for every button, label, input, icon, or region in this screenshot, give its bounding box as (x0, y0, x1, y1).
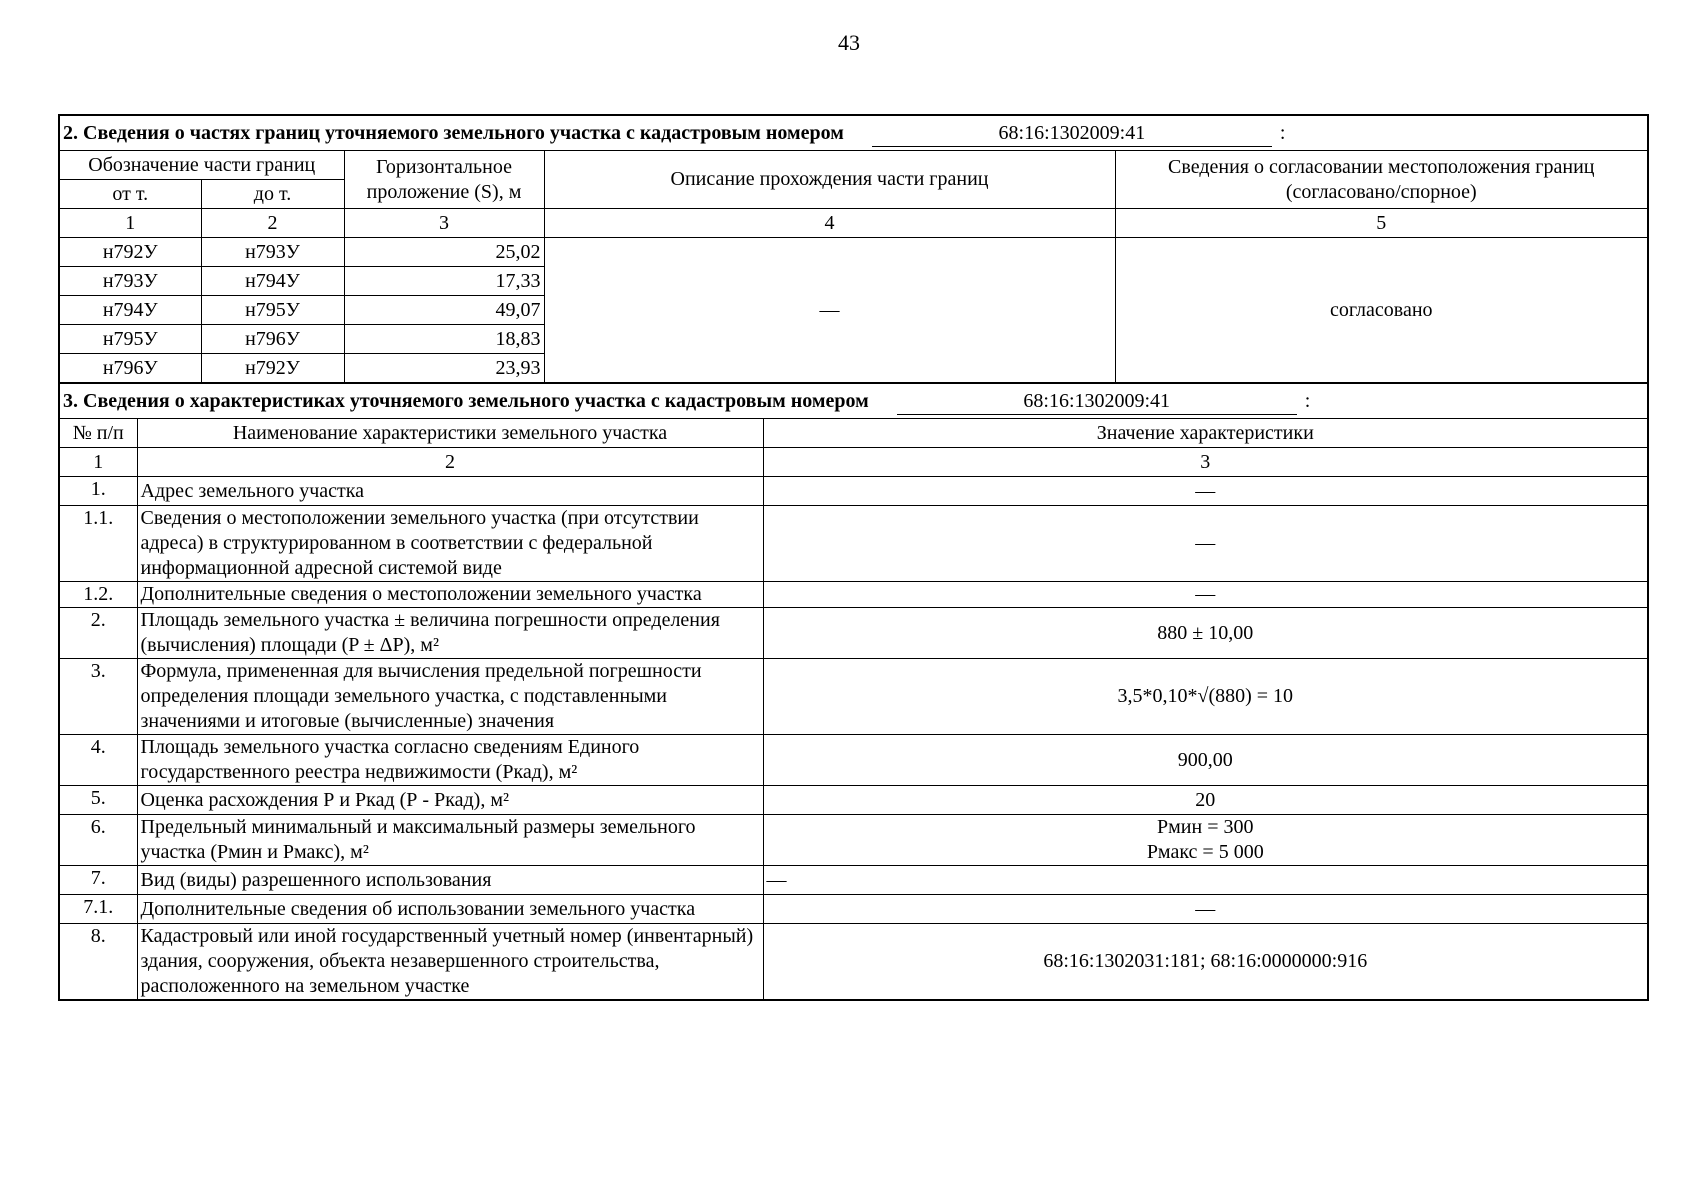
table-row (59, 477, 1648, 506)
characteristic-value: 880 ± 10,00 (763, 608, 1648, 659)
col-number: 4 (544, 209, 1115, 238)
row-number: 7.1. (59, 895, 137, 924)
characteristic-value: — (763, 895, 1648, 924)
point-from: н795У (59, 325, 201, 354)
table-row (59, 866, 1648, 895)
description-value: — (544, 238, 1115, 384)
section-2-colon: : (1279, 121, 1286, 144)
section-3-cadastral-number: 68:16:1302009:41 (897, 388, 1297, 415)
characteristic-value: — (763, 866, 1648, 895)
characteristic-name: Предельный минимальный и максимальный размеры земельного участка (Рмин и Рмакс), м² (137, 815, 763, 866)
table-row (59, 815, 1648, 866)
section-3-title-cell (59, 384, 1648, 419)
row-number: 7. (59, 866, 137, 895)
header-value: Значение характеристики (763, 419, 1648, 448)
characteristic-name: Сведения о местоположении земельного участка (при отсутствии адреса) в структурированном в соответствии с федеральной информационной адресной системой виде (137, 506, 763, 582)
point-to: н796У (201, 325, 344, 354)
point-from: н792У (59, 238, 201, 267)
header-description: Описание прохождения части границ (544, 151, 1115, 209)
characteristic-name: Оценка расхождения Р и Ркад (Р - Ркад), м² (137, 786, 763, 815)
section-2-table (58, 114, 1649, 384)
header-part-designation: Обозначение части границ (59, 151, 344, 180)
point-to: н793У (201, 238, 344, 267)
table-row (59, 506, 1648, 582)
point-from: н793У (59, 267, 201, 296)
characteristic-name: Кадастровый или иной государственный учетный номер (инвентарный) здания, сооружения, объекта незавершенного строительства, расположенного на земельном участке (137, 924, 763, 1001)
col-number: 3 (344, 209, 544, 238)
col-number: 2 (137, 448, 763, 477)
table-row (59, 582, 1648, 608)
document-sheet (58, 114, 1647, 1001)
characteristic-value: 3,5*0,10*√(880) = 10 (763, 659, 1648, 735)
horizontal-distance: 23,93 (344, 354, 544, 384)
table-row (59, 608, 1648, 659)
col-number: 5 (1115, 209, 1648, 238)
horizontal-distance: 25,02 (344, 238, 544, 267)
table-row (59, 735, 1648, 786)
header-agreement: Сведения о согласовании местоположения границ (согласовано/спорное) (1115, 151, 1648, 209)
table-row (59, 924, 1648, 1001)
point-from: н796У (59, 354, 201, 384)
row-number: 4. (59, 735, 137, 786)
section-2-title-cell (59, 115, 1648, 151)
characteristic-name: Дополнительные сведения о местоположении земельного участка (137, 582, 763, 608)
characteristic-name: Формула, примененная для вычисления предельной погрешности определения площади земельного участка, с подставленными значениями и итоговые (вычисленные) значения (137, 659, 763, 735)
header-name: Наименование характеристики земельного участка (137, 419, 763, 448)
section-2-title: 2. Сведения о частях границ уточняемого земельного участка с кадастровым номером (63, 121, 844, 144)
row-number: 1.1. (59, 506, 137, 582)
row-number: 2. (59, 608, 137, 659)
col-number: 2 (201, 209, 344, 238)
row-number: 3. (59, 659, 137, 735)
table-row (59, 659, 1648, 735)
characteristic-value (763, 815, 1648, 866)
characteristic-name: Площадь земельного участка согласно сведениям Единого государственного реестра недвижимости (Ркад), м² (137, 735, 763, 786)
point-to: н795У (201, 296, 344, 325)
characteristic-value: — (763, 582, 1648, 608)
max-size-value: Рмакс = 5 000 (1146, 841, 1264, 863)
point-from: н794У (59, 296, 201, 325)
agreement-value: согласовано (1115, 238, 1648, 384)
table-row (59, 895, 1648, 924)
section-3-title: 3. Сведения о характеристиках уточняемого земельного участка с кадастровым номером (63, 389, 869, 412)
point-to: н792У (201, 354, 344, 384)
characteristic-value: 68:16:1302031:181; 68:16:0000000:916 (763, 924, 1648, 1001)
point-to: н794У (201, 267, 344, 296)
header-num: № п/п (59, 419, 137, 448)
col-number: 3 (763, 448, 1648, 477)
row-number: 6. (59, 815, 137, 866)
characteristic-name: Вид (виды) разрешенного использования (137, 866, 763, 895)
characteristic-name: Адрес земельного участка (137, 477, 763, 506)
characteristic-name: Площадь земельного участка ± величина погрешности определения (вычисления) площади (P ± ΔP), м² (137, 608, 763, 659)
col-number: 1 (59, 448, 137, 477)
section-3-table (58, 384, 1649, 1001)
section-3-colon: : (1304, 389, 1311, 412)
characteristic-value: — (763, 477, 1648, 506)
page-number: 43 (838, 30, 860, 55)
horizontal-distance: 49,07 (344, 296, 544, 325)
table-row (59, 786, 1648, 815)
row-number: 1. (59, 477, 137, 506)
characteristic-value: 20 (763, 786, 1648, 815)
row-number: 1.2. (59, 582, 137, 608)
table-row (59, 238, 1648, 267)
header-horizontal: Горизонтальное проложение (S), м (344, 151, 544, 209)
header-from: от т. (59, 180, 201, 209)
horizontal-distance: 18,83 (344, 325, 544, 354)
row-number: 8. (59, 924, 137, 1001)
characteristic-value: — (763, 506, 1648, 582)
section-2-cadastral-number: 68:16:1302009:41 (872, 120, 1272, 147)
characteristic-value: 900,00 (763, 735, 1648, 786)
header-to: до т. (201, 180, 344, 209)
col-number: 1 (59, 209, 201, 238)
characteristic-name: Дополнительные сведения об использовании земельного участка (137, 895, 763, 924)
min-size-value: Рмин = 300 (1157, 816, 1254, 838)
row-number: 5. (59, 786, 137, 815)
horizontal-distance: 17,33 (344, 267, 544, 296)
